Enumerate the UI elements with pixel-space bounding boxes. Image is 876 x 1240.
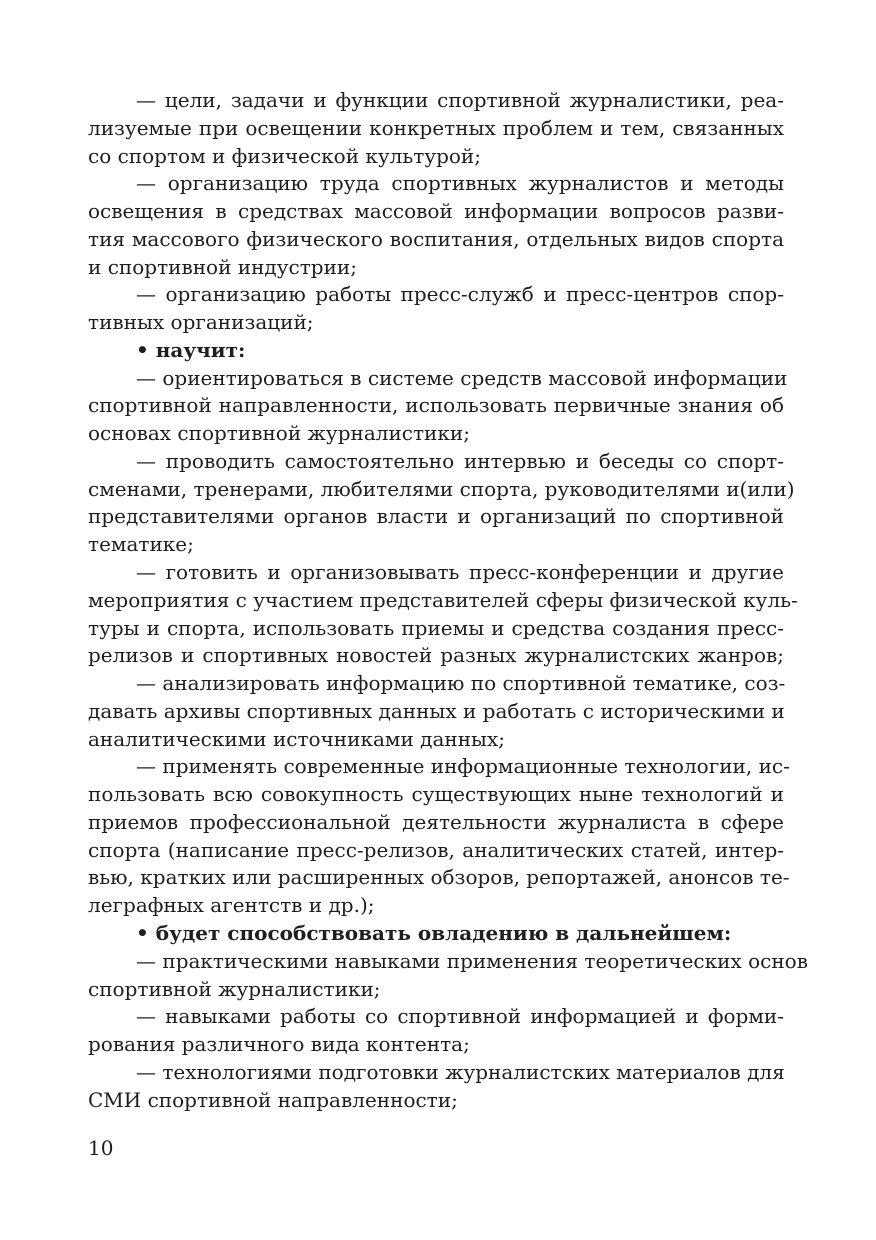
text-line: — организацию работы пресс-служб и пресс-центров спор-: [136, 282, 784, 307]
section-bullet-heading: • будет способствовать овладению в дальнейшем:: [136, 920, 732, 945]
body-text: [88, 87, 808, 1114]
text-line: — цели, задачи и функции спортивной журналистики, реа-: [136, 88, 784, 112]
text-line: тия массового физического воспитания, отдельных видов спорта: [88, 226, 784, 251]
text-line: — готовить и организовывать пресс-конференции и другие: [136, 560, 784, 585]
text-line: и спортивной индустрии;: [88, 254, 357, 279]
text-line: рования различного вида контента;: [88, 1032, 470, 1057]
text-line: вью, кратких или расширенных обзоров, репортажей, анонсов те-: [88, 865, 790, 890]
text-line: — ориентироваться в системе средств массовой информации: [136, 365, 788, 390]
text-line: — применять современные информационные технологии, ис-: [136, 754, 790, 779]
text-line: со спортом и физической культурой;: [88, 143, 481, 168]
text-line: тематике;: [88, 532, 194, 557]
text-line: спорта (написание пресс-релизов, аналитических статей, интер-: [88, 837, 784, 862]
text-line: — организацию труда спортивных журналистов и методы: [136, 171, 784, 196]
text-line: основах спортивной журналистики;: [88, 421, 470, 446]
text-line: СМИ спортивной направленности;: [88, 1087, 458, 1112]
text-line: приемов профессиональной деятельности журналиста в сфере: [88, 809, 784, 834]
text-line: — проводить самостоятельно интервью и беседы со спорт-: [136, 448, 784, 473]
text-line: спортивной журналистики;: [88, 976, 381, 1001]
text-line: — технологиями подготовки журналистских материалов для: [136, 1059, 785, 1084]
text-line: представителями органов власти и организаций по спортивной: [88, 504, 784, 529]
text-line: освещения в средствах массовой информации вопросов разви-: [88, 199, 784, 224]
text-line: туры и спорта, использовать приемы и средства создания пресс-: [88, 615, 784, 640]
text-line: мероприятия с участием представителей сферы физической куль-: [88, 587, 798, 612]
text-line: — навыками работы со спортивной информацией и форми-: [136, 1004, 784, 1029]
text-line: давать архивы спортивных данных и работать с историческими и: [88, 698, 785, 723]
text-line: сменами, тренерами, любителями спорта, руководителями и(или): [88, 476, 795, 501]
text-line: — практическими навыками применения теоретических основ: [136, 948, 808, 973]
text-line: аналитическими источниками данных;: [88, 726, 505, 751]
text-line: спортивной направленности, использовать первичные знания об: [88, 393, 784, 418]
text-line: релизов и спортивных новостей разных журналистских жанров;: [88, 643, 784, 668]
section-bullet-heading: • научит:: [136, 337, 246, 362]
text-line: тивных организаций;: [88, 310, 314, 335]
text-line: леграфных агентств и др.);: [88, 893, 375, 918]
text-line: лизуемые при освещении конкретных проблем и тем, связанных: [88, 115, 784, 140]
page-number: 10: [88, 1136, 114, 1160]
text-line: — анализировать информацию по спортивной тематике, соз-: [136, 671, 786, 696]
text-line: пользовать всю совокупность существующих ныне технологий и: [88, 782, 784, 807]
